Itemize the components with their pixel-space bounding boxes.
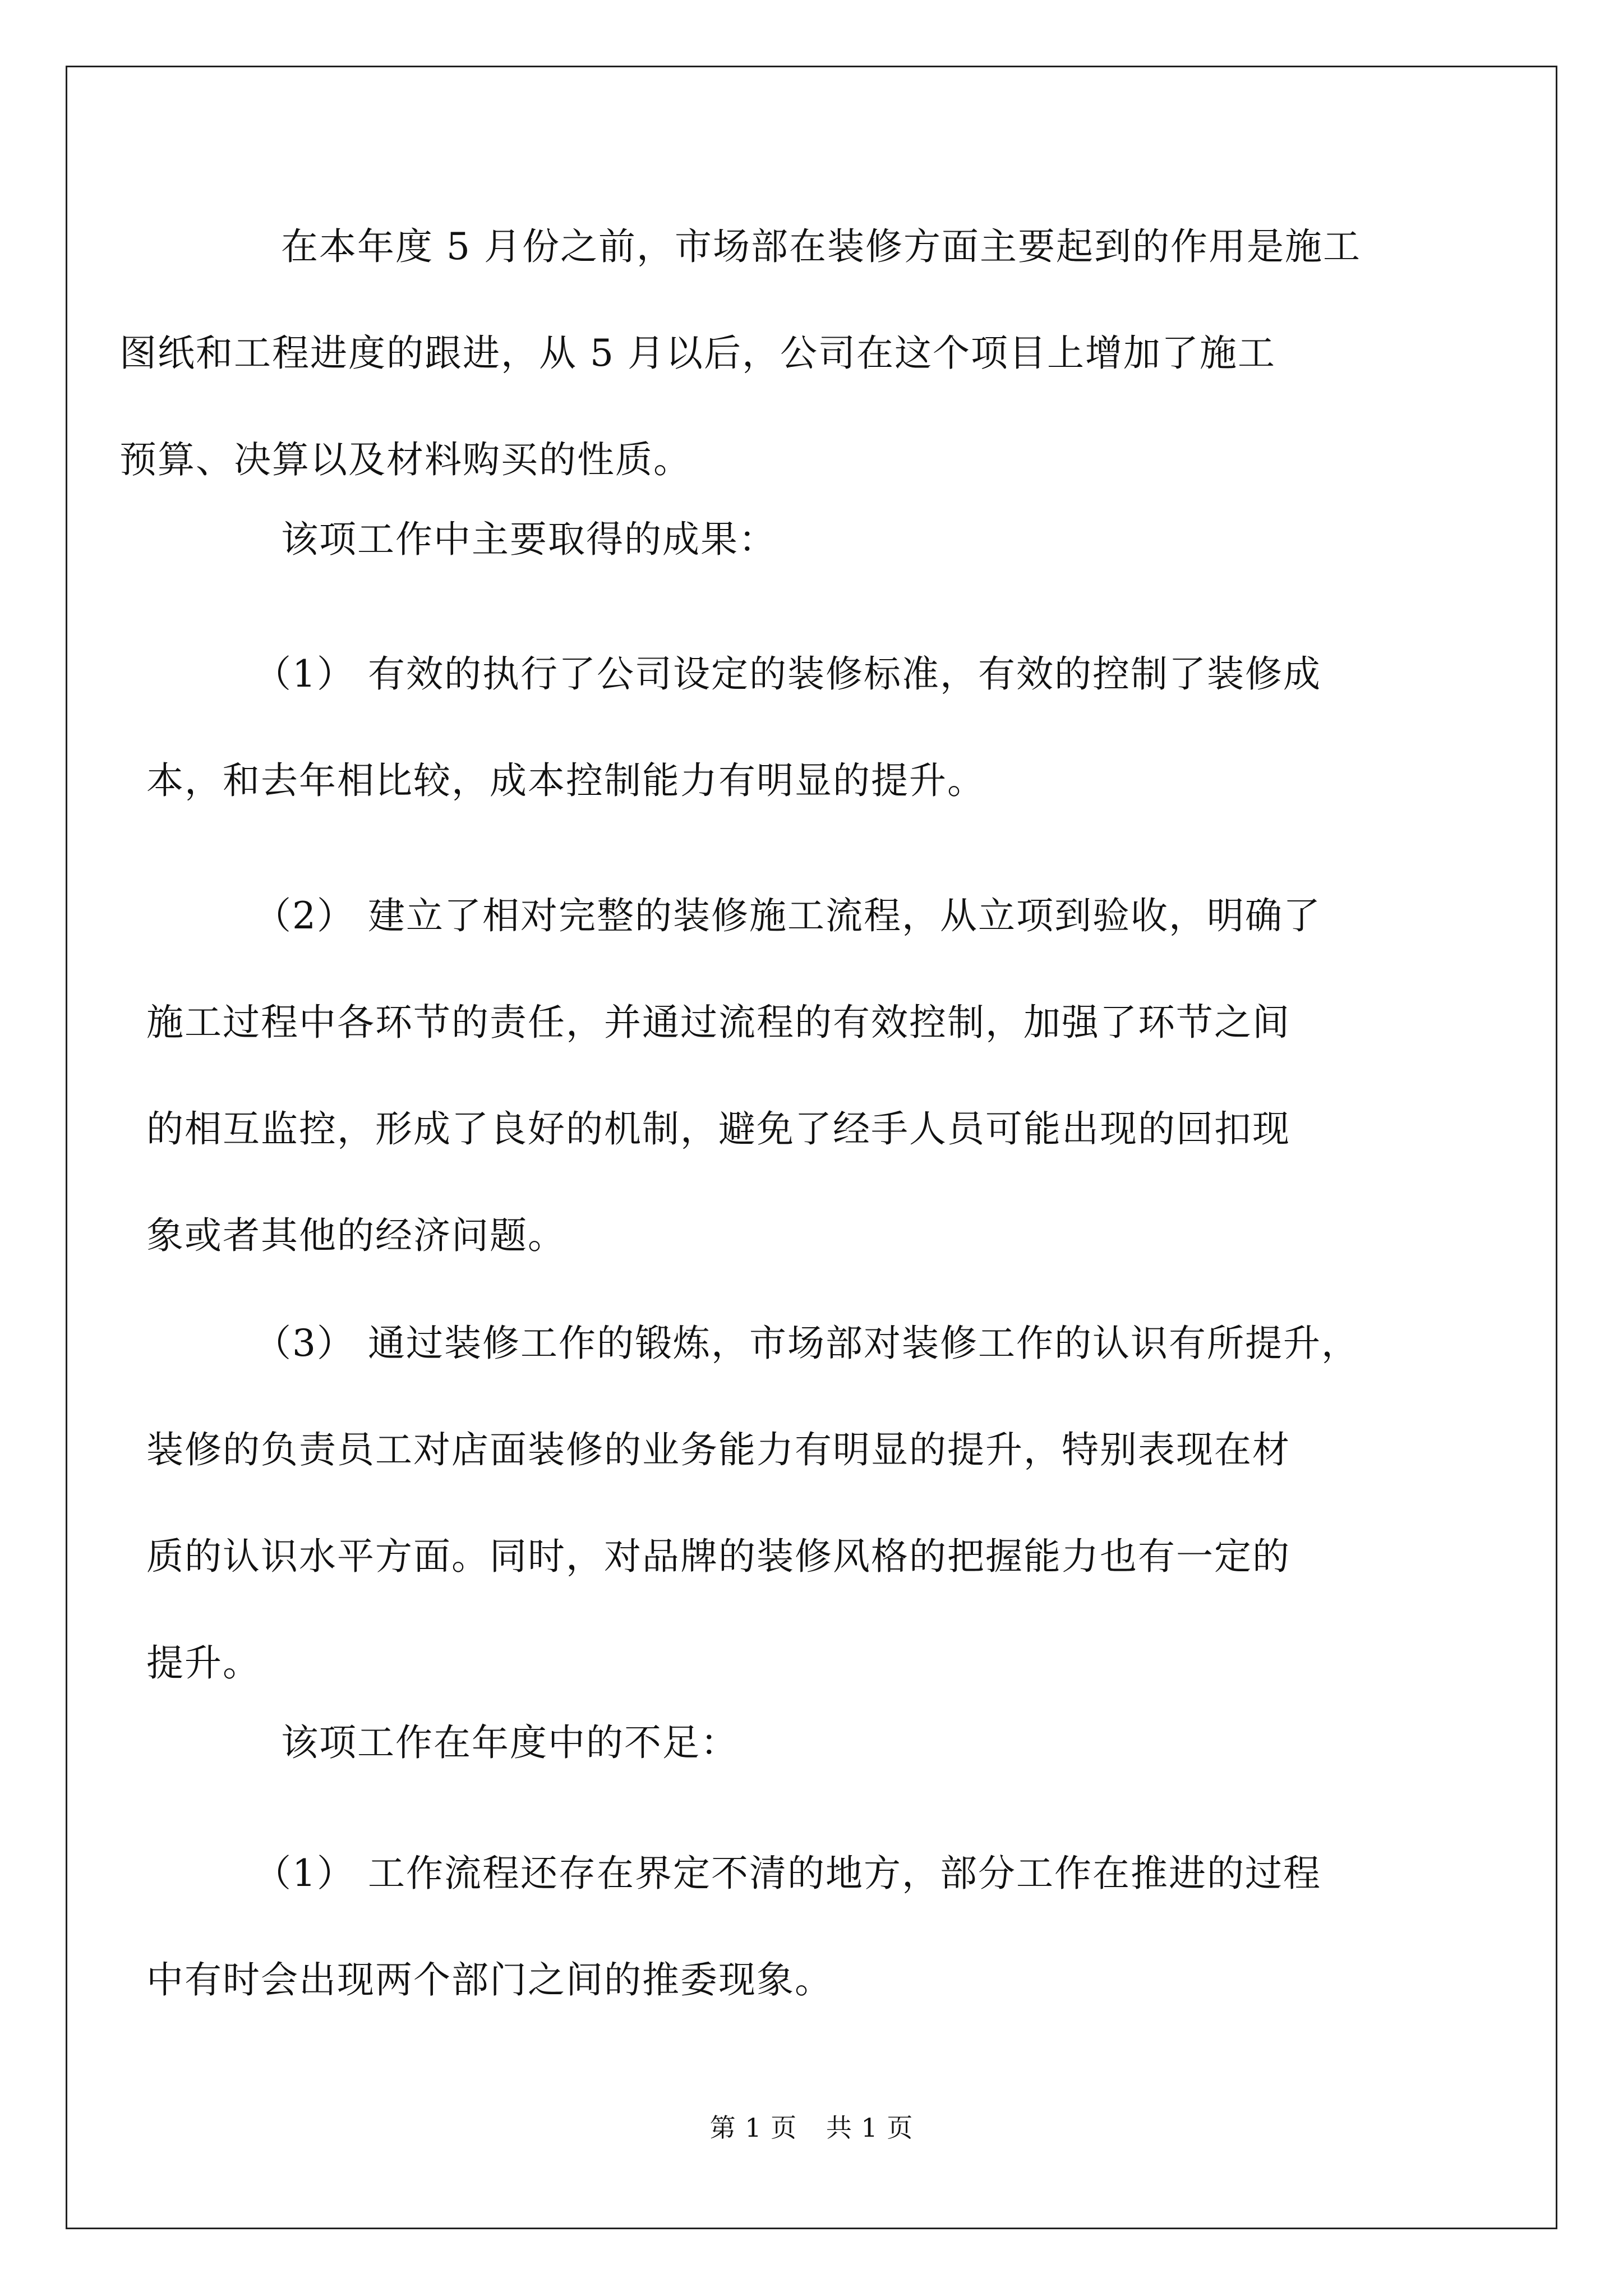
heading-achievements <box>200 486 1434 593</box>
text-line: 在本年度 5 月份之前，市场部在装修方面主要起到的作用是施工 <box>281 225 1361 268</box>
text-line: （1） 工作流程还存在界定不清的地方，部分工作在推进的过程 <box>254 1852 1321 1895</box>
page-number: 第 1 页 <box>709 2113 797 2143</box>
shortcoming-item-1 <box>146 1820 1434 2033</box>
text-line: 象或者其他的经济问题。 <box>146 1214 566 1257</box>
achievement-item-3 <box>146 1290 1434 1717</box>
achievement-item-1 <box>146 621 1434 834</box>
text-line: 的相互监控，形成了良好的机制，避免了经手人员可能出现的回扣现 <box>146 1107 1290 1151</box>
text-line: （1） 有效的执行了公司设定的装修标准，有效的控制了装修成 <box>254 652 1321 696</box>
page-footer <box>0 2111 1623 2145</box>
text-line: 施工过程中各环节的责任，并通过流程的有效控制，加强了环节之间 <box>146 1001 1290 1044</box>
paragraph-intro <box>119 194 1434 513</box>
achievement-item-2 <box>146 863 1434 1289</box>
text-line: 该项工作在年度中的不足： <box>281 1721 739 1764</box>
text-line: 图纸和工程进度的跟进，从 5 月以后，公司在这个项目上增加了施工 <box>119 332 1276 375</box>
text-line: 提升。 <box>146 1641 261 1685</box>
text-line: 质的认识水平方面。同时，对品牌的装修风格的把握能力也有一定的 <box>146 1535 1290 1578</box>
text-line: 中有时会出现两个部门之间的推委现象。 <box>146 1958 833 2001</box>
page-total: 共 1 页 <box>826 2113 914 2143</box>
text-line: 本，和去年相比较，成本控制能力有明显的提升。 <box>146 759 985 802</box>
text-line: 该项工作中主要取得的成果： <box>281 518 777 561</box>
text-line: 装修的负责员工对店面装修的业务能力有明显的提升，特别表现在材 <box>146 1428 1290 1471</box>
text-line: （2） 建立了相对完整的装修施工流程，从立项到验收，明确了 <box>254 894 1321 937</box>
heading-shortcomings <box>200 1690 1434 1796</box>
text-line: （3） 通过装修工作的锻炼，市场部对装修工作的认识有所提升， <box>254 1322 1359 1365</box>
text-line: 预算、决算以及材料购买的性质。 <box>119 438 691 481</box>
